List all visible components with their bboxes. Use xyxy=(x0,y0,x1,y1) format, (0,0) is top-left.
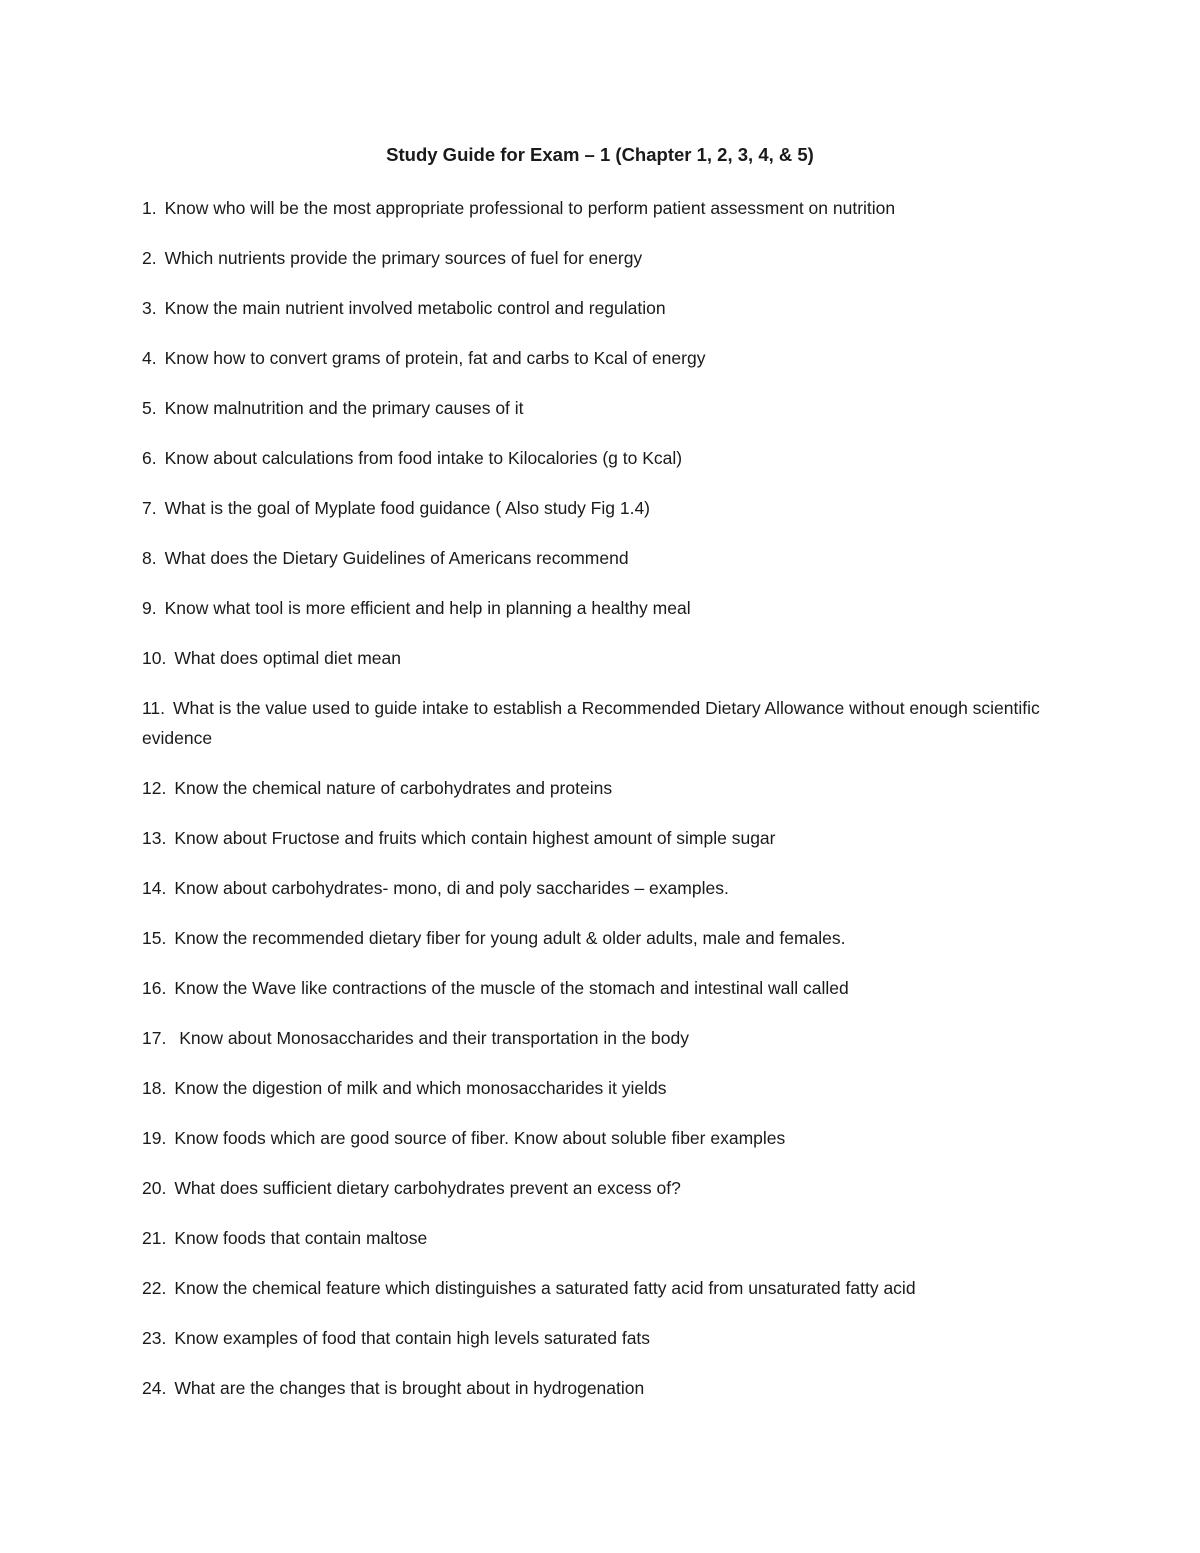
question-text: Which nutrients provide the primary sources of fuel for energy xyxy=(164,248,643,268)
question-number: 1. xyxy=(142,198,157,218)
question-item xyxy=(142,873,1042,903)
question-text: Know about Monosaccharides and their transportation in the body xyxy=(174,1028,689,1048)
question-number: 18. xyxy=(142,1078,167,1098)
question-number: 22. xyxy=(142,1278,167,1298)
question-number: 7. xyxy=(142,498,157,518)
question-text: Know the main nutrient involved metabolic control and regulation xyxy=(164,298,666,318)
question-text: What is the value used to guide intake to establish a Recommended Dietary Allowance without enough scientific evidence xyxy=(142,698,1040,748)
question-number: 6. xyxy=(142,448,157,468)
question-item xyxy=(142,243,1042,273)
question-number: 20. xyxy=(142,1178,167,1198)
question-number: 10. xyxy=(142,648,167,668)
question-item xyxy=(142,1173,1042,1203)
question-number: 16. xyxy=(142,978,167,998)
question-item xyxy=(142,643,1042,673)
question-text: Know the chemical feature which distinguishes a saturated fatty acid from unsaturated fatty acid xyxy=(174,1278,916,1298)
question-text: What does sufficient dietary carbohydrates prevent an excess of? xyxy=(174,1178,681,1198)
question-item xyxy=(142,773,1042,803)
question-number: 19. xyxy=(142,1128,167,1148)
question-number: 12. xyxy=(142,778,167,798)
question-item xyxy=(142,343,1042,373)
question-text: Know the chemical nature of carbohydrates and proteins xyxy=(174,778,613,798)
question-text: Know about calculations from food intake to Kilocalories (g to Kcal) xyxy=(164,448,683,468)
question-text: Know who will be the most appropriate professional to perform patient assessment on nutrition xyxy=(164,198,896,218)
question-item xyxy=(142,293,1042,323)
question-text: Know the digestion of milk and which monosaccharides it yields xyxy=(174,1078,667,1098)
question-number: 17. xyxy=(142,1028,167,1048)
question-item xyxy=(142,1373,1042,1403)
question-text: What does optimal diet mean xyxy=(174,648,401,668)
question-number: 24. xyxy=(142,1378,167,1398)
question-item xyxy=(142,1123,1042,1153)
question-text: Know foods that contain maltose xyxy=(174,1228,428,1248)
question-text: Know the Wave like contractions of the muscle of the stomach and intestinal wall called xyxy=(174,978,849,998)
question-item xyxy=(142,973,1042,1003)
question-text: Know the recommended dietary fiber for young adult & older adults, male and females. xyxy=(174,928,846,948)
question-item xyxy=(142,393,1042,423)
question-number: 11. xyxy=(142,698,166,718)
question-item xyxy=(142,1273,1042,1303)
question-list xyxy=(142,193,1042,1423)
question-item xyxy=(142,1023,1042,1053)
question-item xyxy=(142,493,1042,523)
question-text: Know malnutrition and the primary causes of it xyxy=(164,398,524,418)
question-number: 9. xyxy=(142,598,157,618)
question-text: What are the changes that is brought about in hydrogenation xyxy=(174,1378,645,1398)
question-number: 8. xyxy=(142,548,157,568)
question-item xyxy=(142,1073,1042,1103)
question-item xyxy=(142,1323,1042,1353)
question-number: 2. xyxy=(142,248,157,268)
question-item xyxy=(142,443,1042,473)
question-item xyxy=(142,1223,1042,1253)
question-item xyxy=(142,543,1042,573)
question-item xyxy=(142,693,1042,753)
question-item xyxy=(142,193,1042,223)
question-item xyxy=(142,823,1042,853)
question-text: Know what tool is more efficient and help in planning a healthy meal xyxy=(164,598,691,618)
question-item xyxy=(142,593,1042,623)
question-number: 14. xyxy=(142,878,167,898)
question-number: 21. xyxy=(142,1228,167,1248)
question-text: Know about Fructose and fruits which contain highest amount of simple sugar xyxy=(174,828,776,848)
question-text: What does the Dietary Guidelines of Americans recommend xyxy=(164,548,629,568)
question-text: Know how to convert grams of protein, fat and carbs to Kcal of energy xyxy=(164,348,706,368)
question-number: 5. xyxy=(142,398,157,418)
question-text: Know examples of food that contain high levels saturated fats xyxy=(174,1328,651,1348)
question-number: 23. xyxy=(142,1328,167,1348)
document-title: Study Guide for Exam – 1 (Chapter 1, 2, 3, 4, & 5) xyxy=(386,144,814,165)
question-number: 13. xyxy=(142,828,167,848)
question-text: Know about carbohydrates- mono, di and poly saccharides – examples. xyxy=(174,878,729,898)
question-number: 3. xyxy=(142,298,157,318)
question-text: Know foods which are good source of fiber. Know about soluble fiber examples xyxy=(174,1128,786,1148)
question-number: 15. xyxy=(142,928,167,948)
question-item xyxy=(142,923,1042,953)
question-text: What is the goal of Myplate food guidance ( Also study Fig 1.4) xyxy=(164,498,651,518)
question-number: 4. xyxy=(142,348,157,368)
